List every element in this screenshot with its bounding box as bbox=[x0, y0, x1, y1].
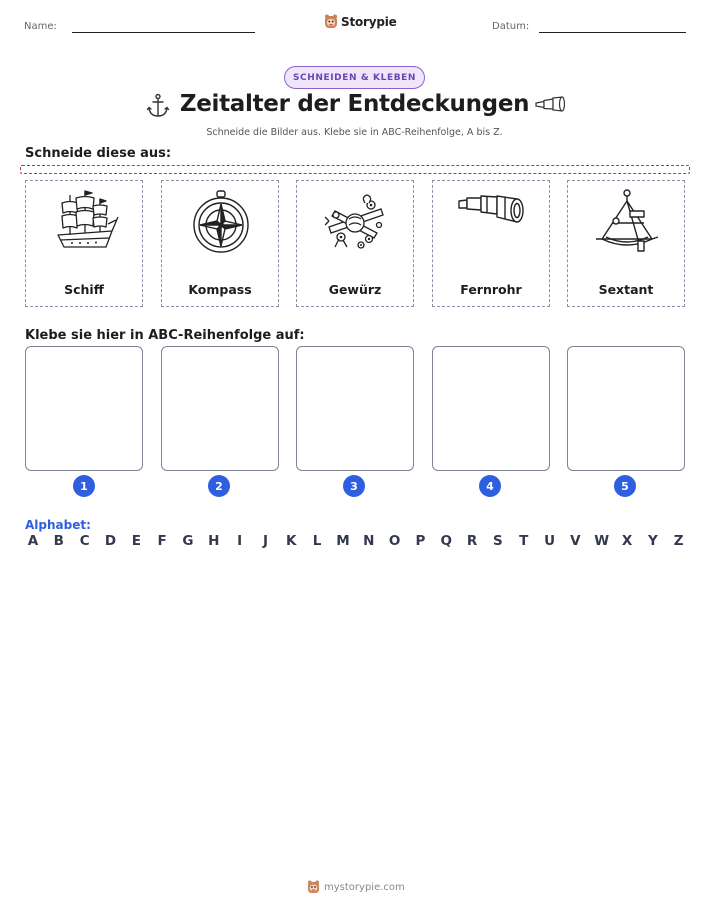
cut-card-telescope[interactable] bbox=[432, 180, 550, 307]
date-label: Datum: bbox=[492, 21, 530, 32]
letter: E bbox=[131, 533, 141, 549]
letter: F bbox=[157, 533, 167, 549]
paste-box-1[interactable] bbox=[25, 346, 143, 471]
cut-heading: Schneide diese aus: bbox=[25, 146, 172, 161]
letter: S bbox=[493, 533, 503, 549]
letter: A bbox=[27, 533, 39, 549]
letter: G bbox=[182, 533, 194, 549]
alphabet-label: Alphabet: bbox=[25, 518, 91, 532]
letter: W bbox=[594, 533, 610, 549]
letter: X bbox=[621, 533, 633, 549]
paste-box-3[interactable] bbox=[296, 346, 414, 471]
sextant-icon bbox=[592, 187, 662, 257]
letter: P bbox=[415, 533, 426, 549]
letter: H bbox=[208, 533, 220, 549]
letter: N bbox=[363, 533, 375, 549]
letter: R bbox=[466, 533, 478, 549]
activity-badge: SCHNEIDEN & KLEBEN bbox=[284, 66, 425, 89]
storypie-mascot-icon bbox=[324, 14, 338, 29]
letter: Q bbox=[440, 533, 452, 549]
letter: V bbox=[570, 533, 581, 549]
paste-box-2[interactable] bbox=[161, 346, 279, 471]
cut-label-spice: Gewürz bbox=[328, 282, 382, 297]
letter: C bbox=[79, 533, 90, 549]
number-badge-2: 2 bbox=[208, 475, 230, 497]
letter: I bbox=[237, 533, 243, 549]
storypie-mascot-icon bbox=[307, 880, 320, 894]
footer-url[interactable]: mystorypie.com bbox=[324, 881, 405, 893]
cut-label-sextant: Sextant bbox=[598, 282, 654, 297]
cut-line bbox=[20, 165, 690, 174]
date-line[interactable] bbox=[539, 32, 686, 33]
cut-card-sextant[interactable] bbox=[567, 180, 685, 307]
ship-icon bbox=[50, 187, 120, 257]
letter: O bbox=[388, 533, 401, 549]
letter: Z bbox=[673, 533, 684, 549]
telescope-icon bbox=[457, 187, 527, 257]
number-badge-1: 1 bbox=[73, 475, 95, 497]
letter: J bbox=[262, 533, 268, 549]
number-badge-3: 3 bbox=[343, 475, 365, 497]
letter: T bbox=[519, 533, 529, 549]
compass-icon bbox=[186, 187, 256, 257]
letter: L bbox=[312, 533, 322, 549]
letter: U bbox=[544, 533, 556, 549]
letter: D bbox=[104, 533, 117, 549]
cut-label-compass: Kompass bbox=[188, 282, 252, 297]
name-label: Name: bbox=[24, 21, 57, 32]
instructions: Schneide die Bilder aus. Klebe sie in ABC-Reihenfolge, A bis Z. bbox=[206, 127, 503, 138]
brand-logo bbox=[324, 14, 397, 29]
spice-icon bbox=[321, 187, 391, 257]
page-title: Zeitalter der Entdeckungen bbox=[179, 91, 530, 117]
letter: Y bbox=[647, 533, 658, 549]
number-badge-5: 5 bbox=[614, 475, 636, 497]
paste-box-4[interactable] bbox=[432, 346, 550, 471]
paste-heading: Klebe sie hier in ABC-Reihenfolge auf: bbox=[25, 328, 305, 343]
cut-label-ship: Schiff bbox=[64, 282, 104, 297]
cut-label-telescope: Fernrohr bbox=[460, 282, 522, 297]
letter: B bbox=[53, 533, 64, 549]
cut-card-ship[interactable] bbox=[25, 180, 143, 307]
name-line[interactable] bbox=[72, 32, 255, 33]
letter: M bbox=[336, 533, 350, 549]
brand-name: Storypie bbox=[341, 14, 397, 29]
letter: K bbox=[286, 533, 297, 549]
paste-box-5[interactable] bbox=[567, 346, 685, 471]
number-badge-4: 4 bbox=[479, 475, 501, 497]
cut-card-spice[interactable] bbox=[296, 180, 414, 307]
alphabet-row bbox=[26, 533, 686, 549]
spyglass-icon bbox=[534, 95, 566, 115]
cut-card-compass[interactable] bbox=[161, 180, 279, 307]
footer bbox=[307, 880, 405, 894]
